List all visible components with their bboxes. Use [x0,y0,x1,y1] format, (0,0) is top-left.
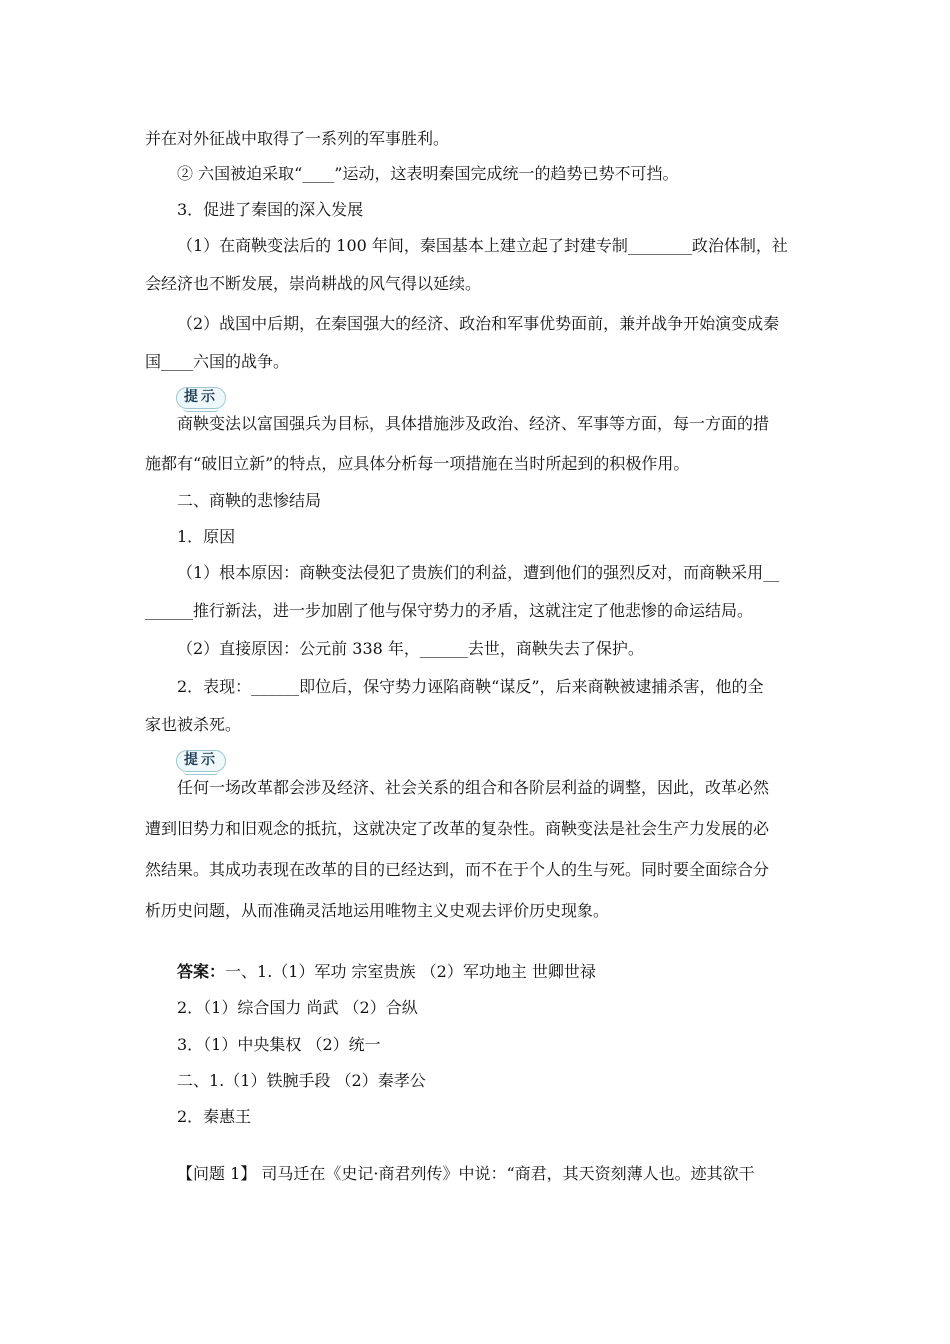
answer-line: 二、1.（1）铁腕手段 （2）秦孝公 [177,1071,426,1090]
text-line: ______推行新法，进一步加剧了他与保守势力的矛盾，这就注定了他悲惨的命运结局。 [145,601,754,620]
tip-badge-icon: 提示 [176,750,226,772]
tip-text: 析历史问题，从而准确灵活地运用唯物主义史观去评价历史现象。 [145,901,610,920]
subheading: 1．原因 [177,527,236,546]
answer-line [177,961,596,983]
section-heading: 二、商鞅的悲惨结局 [177,491,322,510]
tip-text: 然结果。其成功表现在改革的目的已经达到，而不在于个人的生与死。同时要全面综合分 [145,860,770,879]
text-line: （1）在商鞅变法后的 100 年间，秦国基本上建立起了封建专制________政治体制，社 [177,236,788,255]
answer-line: 2．秦惠王 [177,1107,252,1126]
text-line: 并在对外征战中取得了一系列的军事胜利。 [145,129,450,148]
text-line: 国____六国的战争。 [145,352,290,371]
answer-line: 2．（1）综合国力 尚武 （2）合纵 [177,998,418,1017]
text-line: （2）战国中后期，在秦国强大的经济、政治和军事优势面前，兼并战争开始演变成秦 [177,314,780,333]
text-line: 2．表现：______即位后，保守势力诬陷商鞅“谋反”，后来商鞅被逮捕杀害，他的全 [177,677,764,696]
answer-line: 3．（1）中央集权 （2）统一 [177,1035,381,1054]
text-line: 家也被杀死。 [145,715,242,734]
tip-text: 施都有“破旧立新”的特点，应具体分析每一项措施在当时所起到的积极作用。 [145,454,690,473]
question-line: 【问题 1】 司马迁在《史记·商君列传》中说：“商君，其天资刻薄人也。迹其欲干 [177,1164,755,1183]
answer-text: 一、1.（1）军功 宗室贵族 （2）军功地主 世卿世禄 [225,962,596,981]
tip-text: 遭到旧势力和旧观念的抵抗，这就决定了改革的复杂性。商鞅变法是社会生产力发展的必 [145,819,770,838]
text-line: （1）根本原因：商鞅变法侵犯了贵族们的利益，遭到他们的强烈反对，而商鞅采用__ [177,563,780,582]
tip-text: 商鞅变法以富国强兵为目标，具体措施涉及政治、经济、军事等方面，每一方面的措 [177,414,770,433]
text-line: ② 六国被迫采取“____”运动，这表明秦国完成统一的趋势已势不可挡。 [177,164,679,183]
tip-text: 任何一场改革都会涉及经济、社会关系的组合和各阶层利益的调整，因此，改革必然 [177,778,770,797]
text-line: 会经济也不断发展，崇尚耕战的风气得以延续。 [145,274,482,293]
answer-label: 答案： [177,962,226,981]
text-line: （2）直接原因：公元前 338 年，______去世，商鞅失去了保护。 [177,639,644,658]
tip-badge-icon: 提示 [176,387,226,409]
text-line: 3．促进了秦国的深入发展 [177,200,364,219]
